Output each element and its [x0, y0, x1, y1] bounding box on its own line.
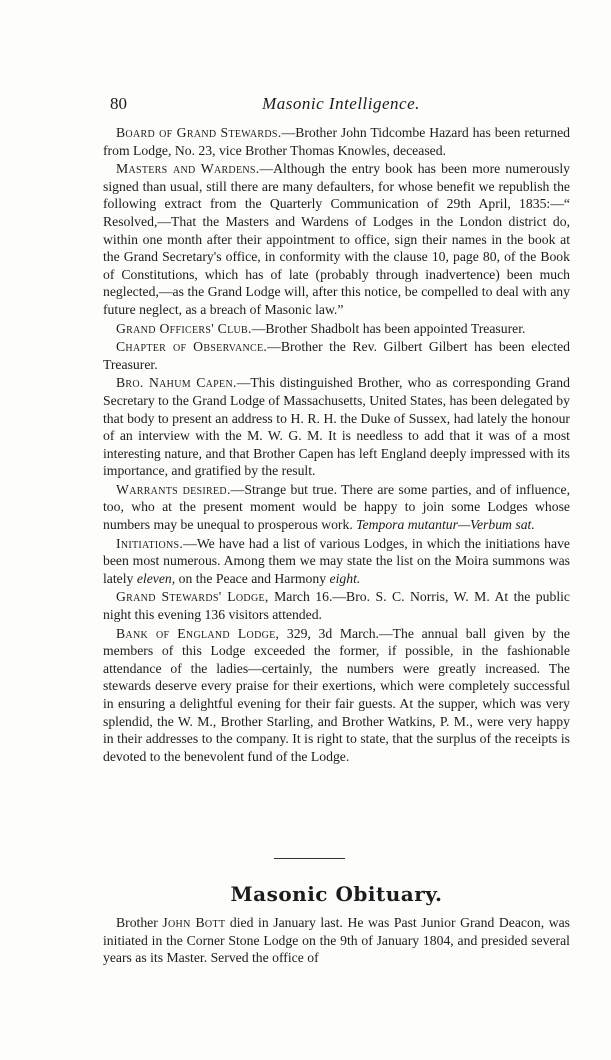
obituary-section	[103, 914, 570, 968]
paragraph-grand-officers-club	[103, 320, 570, 338]
paragraph-text: —Brother the Rev. Gilbert Gilbert has been elected Treasurer.	[103, 339, 570, 372]
paragraph-text: —Strange but true. There are some parties, and of influence, too, who at the present moment would be happy to join some Lodges whose numbers may be unequal to prosperous work.	[103, 481, 570, 533]
paragraph-heading: Bro. Nahum Capen.	[116, 375, 237, 391]
paragraph-text: 329, 3d March.—The annual ball given by the members of this Lodge exceeded the former, if possible, in the fashionable attendance of the ladies—certainly, the numbers were greatly increased. The stewards deserve every praise for their exertions, which were completely successful in ensuring a delightful evening for their fair guests. At the supper, which was very splendid, the W. M., Brother Starling, and Brother Watkins, P. M., were very happy in their addresses to the company. It is right to state, that the surplus of the receipts is devoted to the benevolent fund of the Lodge.	[103, 625, 571, 764]
paragraph-heading: Initiations.	[116, 535, 184, 551]
paragraph-text: —Brother Shadbolt has been appointed Treasurer.	[251, 320, 526, 336]
emphasis-count: eight.	[329, 570, 361, 586]
obituary-lead: Brother	[116, 915, 158, 930]
paragraph-heading: Masters and Wardens.	[116, 161, 260, 177]
paragraph-text: on the Peace and Harmony	[178, 570, 327, 586]
section-divider	[274, 858, 345, 859]
obituary-text: died in January last. He was Past Junior Grand Deacon, was initiated in the Corner Stone Lodge on the 9th of January 1804, and presided several years as its Master. Served the office of	[103, 915, 570, 966]
running-title: Masonic Intelligence.	[262, 94, 420, 113]
paragraph-nahum-capen	[103, 374, 570, 480]
paragraph-text: —This distinguished Brother, who as corresponding Grand Secretary to the Grand Lodge of Massachusetts, United States, has been delegated by that body to present an address to H. R. H. the Duke of Sussex, had lately the honour of an interview with the M. W. G. M. It is needless to add that it was of a most interesting nature, and that Brother Capen has left England deeply impressed with its importance, and gratified by the result.	[103, 375, 570, 479]
paragraph-masters-and-wardens	[103, 160, 570, 318]
latin-motto: Tempora mutantur—Verbum sat.	[356, 517, 535, 533]
article-body	[103, 124, 570, 766]
paragraph-text: March 16.—Bro. S. C. Norris, W. M. At the public night this evening 136 visitors attended.	[103, 589, 570, 623]
paragraph-heading: Warrants desired.	[116, 481, 231, 497]
obituary-paragraph	[103, 914, 570, 967]
paragraph-warrants-desired	[103, 481, 570, 534]
paragraph-heading: Board of Grand Stewards.	[116, 125, 282, 140]
paragraph-initiations	[103, 535, 570, 588]
paragraph-text: —We have had a list of various Lodges, in which the initiations have been most numerous. Among them we may state the list on the Moira summons was lately	[103, 535, 570, 586]
paragraph-grand-stewards-lodge	[103, 588, 570, 623]
obituary-title: Masonic Obituary.	[230, 882, 443, 906]
page-header	[108, 94, 574, 120]
paragraph-heading: Grand Officers' Club.	[116, 320, 252, 336]
paragraph-heading: Bank of England Lodge,	[116, 625, 280, 641]
paragraph-bank-of-england-lodge	[103, 625, 570, 766]
paragraph-text: —Brother John Tidcombe Hazard has been returned from Lodge, No. 23, vice Brother Thomas Knowles, deceased.	[103, 125, 570, 158]
paragraph-text: —Although the entry book has been more numerously signed than usual, still there are many defaulters, for whose benefit we republish the following extract from the Quarterly Communication of 29th April, 1835:—“ Resolved,—That the Masters and Wardens of Lodges in the London district do, within one month after their appointment to office, sign their names in the book at the Grand Secretary's office, in conformity with the clause 10, page 80, of the Book of Constitutions, which has of late (probably through inadvertence) been much neglected,—as the Grand Lodge will, after this notice, be compelled to deal with any future neglect, as a breach of Masonic law.”	[103, 161, 571, 317]
paragraph-chapter-of-observance	[103, 338, 570, 373]
paragraph-board-of-grand-stewards	[103, 124, 570, 159]
obituary-name: John Bott	[162, 915, 226, 930]
page-number: 80	[110, 94, 127, 113]
paragraph-heading: Grand Stewards' Lodge,	[116, 589, 269, 605]
emphasis-count: eleven,	[136, 570, 176, 586]
paragraph-heading: Chapter of Observance.	[116, 339, 268, 355]
